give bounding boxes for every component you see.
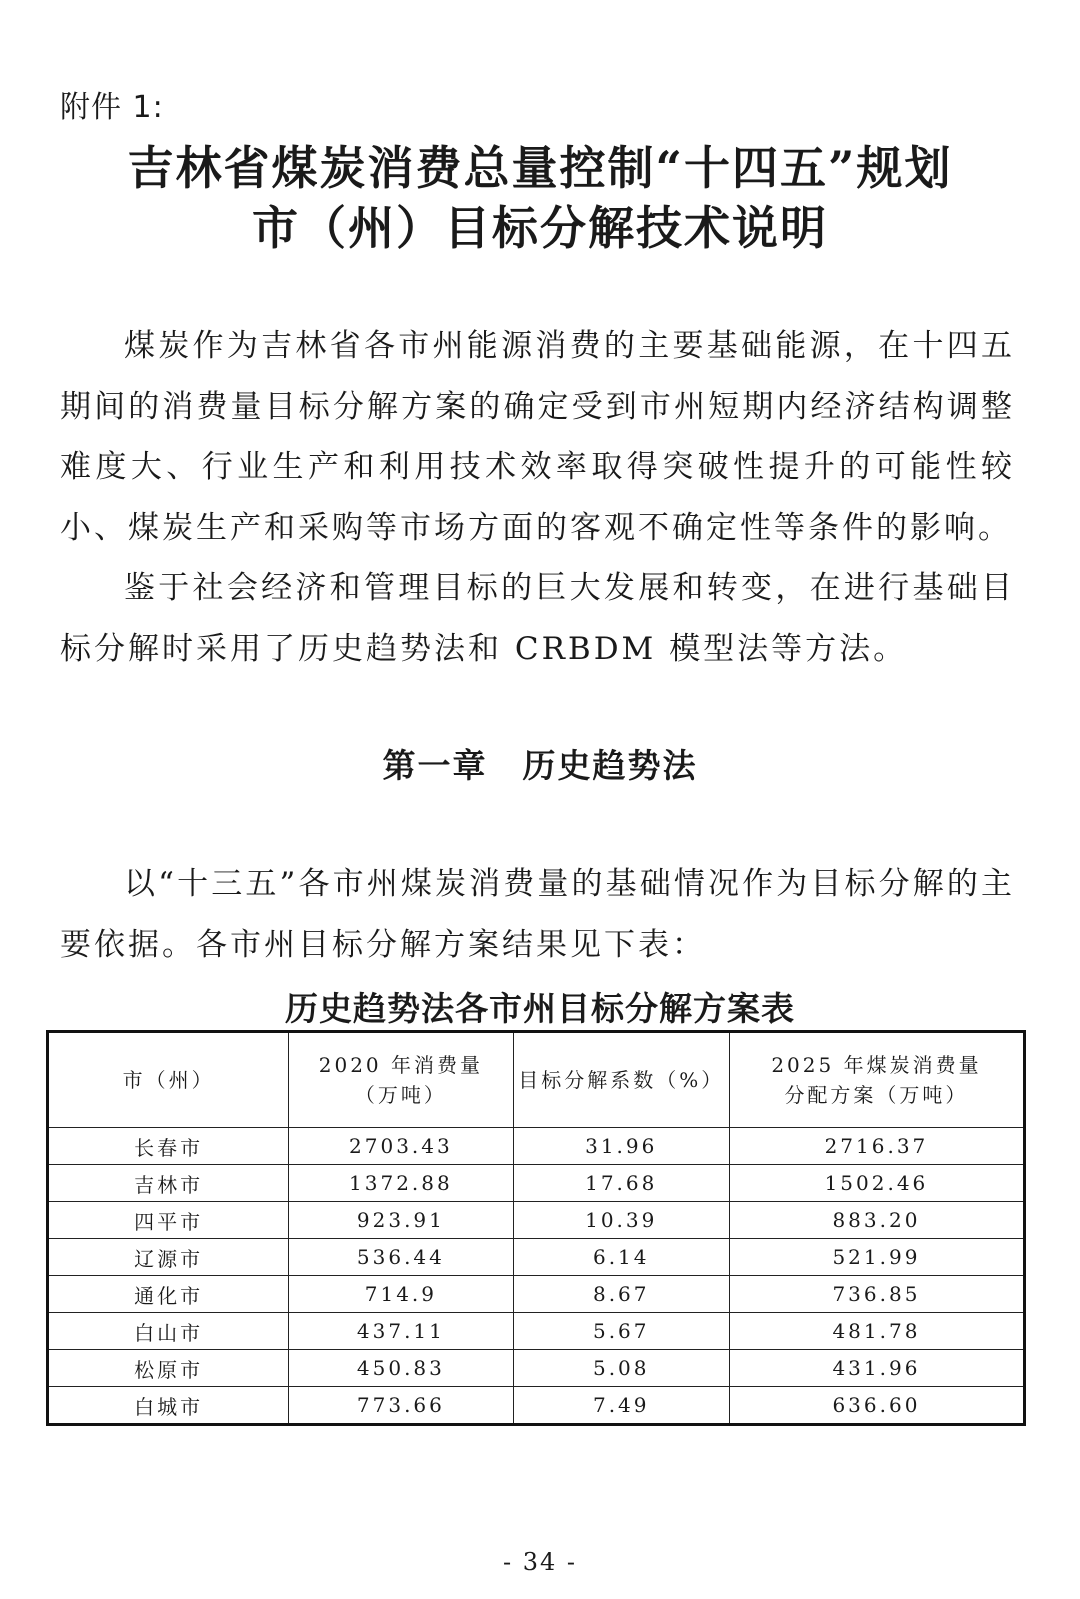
cell-2025: 2716.37	[729, 1128, 1024, 1165]
cell-coefficient: 7.49	[513, 1387, 729, 1425]
header-2025-line1: 2025 年煤炭消费量	[771, 1053, 982, 1077]
cell-2020: 714.9	[289, 1276, 513, 1313]
header-2020-line2: （万吨）	[354, 1083, 447, 1107]
table-row	[48, 1128, 1025, 1165]
cell-2025: 1502.46	[729, 1165, 1024, 1202]
cell-city: 松原市	[48, 1350, 289, 1387]
cell-2025: 481.78	[729, 1313, 1024, 1350]
cell-2020: 536.44	[289, 1239, 513, 1276]
header-2020-line1: 2020 年消费量	[318, 1053, 484, 1077]
cell-city: 白城市	[48, 1387, 289, 1425]
table-row	[48, 1276, 1025, 1313]
chapter-heading: 第一章 历史趋势法	[382, 746, 698, 785]
table-row	[48, 1239, 1025, 1276]
header-coefficient: 目标分解系数（%）	[513, 1032, 729, 1128]
table-row	[48, 1202, 1025, 1239]
cell-2025: 883.20	[729, 1202, 1024, 1239]
cell-city: 长春市	[48, 1128, 289, 1165]
allocation-table	[46, 1030, 1026, 1426]
attachment-label: 附件 1:	[60, 90, 164, 125]
table-header-row	[48, 1032, 1025, 1128]
header-2025-allocation	[729, 1032, 1024, 1128]
header-2025-line2: 分配方案（万吨）	[784, 1083, 969, 1107]
table-row	[48, 1165, 1025, 1202]
page-number: - 34 -	[502, 1548, 577, 1576]
cell-2020: 773.66	[289, 1387, 513, 1425]
cell-2025: 431.96	[729, 1350, 1024, 1387]
cell-coefficient: 5.67	[513, 1313, 729, 1350]
table-title: 历史趋势法各市州目标分解方案表	[285, 989, 795, 1028]
cell-2020: 2703.43	[289, 1128, 513, 1165]
cell-city: 辽源市	[48, 1239, 289, 1276]
cell-coefficient: 8.67	[513, 1276, 729, 1313]
intro-paragraph: 煤炭作为吉林省各市州能源消费的主要基础能源，在十四五期间的消费量目标分解方案的确定受到市州短期内经济结构调整难度大、行业生产和利用技术效率取得突破性提升的可能性较小、煤炭生产和采购等市场方面的客观不确定性等条件的影响。	[60, 328, 1015, 546]
cell-coefficient: 31.96	[513, 1128, 729, 1165]
cell-coefficient: 10.39	[513, 1202, 729, 1239]
cell-2025: 636.60	[729, 1387, 1024, 1425]
cell-2020: 450.83	[289, 1350, 513, 1387]
table-row	[48, 1387, 1025, 1425]
cell-2025: 736.85	[729, 1276, 1024, 1313]
table-row	[48, 1350, 1025, 1387]
document-title-line1: 吉林省煤炭消费总量控制“十四五”规划	[127, 141, 953, 195]
document-title-line2: 市（州）目标分解技术说明	[252, 201, 828, 255]
cell-city: 四平市	[48, 1202, 289, 1239]
cell-city: 吉林市	[48, 1165, 289, 1202]
cell-2020: 923.91	[289, 1202, 513, 1239]
cell-city: 通化市	[48, 1276, 289, 1313]
cell-coefficient: 5.08	[513, 1350, 729, 1387]
method-paragraph: 鉴于社会经济和管理目标的巨大发展和转变，在进行基础目标分解时采用了历史趋势法和 CRBDM 模型法等方法。	[60, 570, 1015, 667]
basis-paragraph: 以“十三五”各市州煤炭消费量的基础情况作为目标分解的主要依据。各市州目标分解方案结果见下表：	[60, 866, 1015, 963]
cell-coefficient: 17.68	[513, 1165, 729, 1202]
header-2020-consumption	[289, 1032, 513, 1128]
header-city: 市（州）	[48, 1032, 289, 1128]
cell-2025: 521.99	[729, 1239, 1024, 1276]
cell-coefficient: 6.14	[513, 1239, 729, 1276]
cell-2020: 1372.88	[289, 1165, 513, 1202]
cell-2020: 437.11	[289, 1313, 513, 1350]
cell-city: 白山市	[48, 1313, 289, 1350]
table-row	[48, 1313, 1025, 1350]
